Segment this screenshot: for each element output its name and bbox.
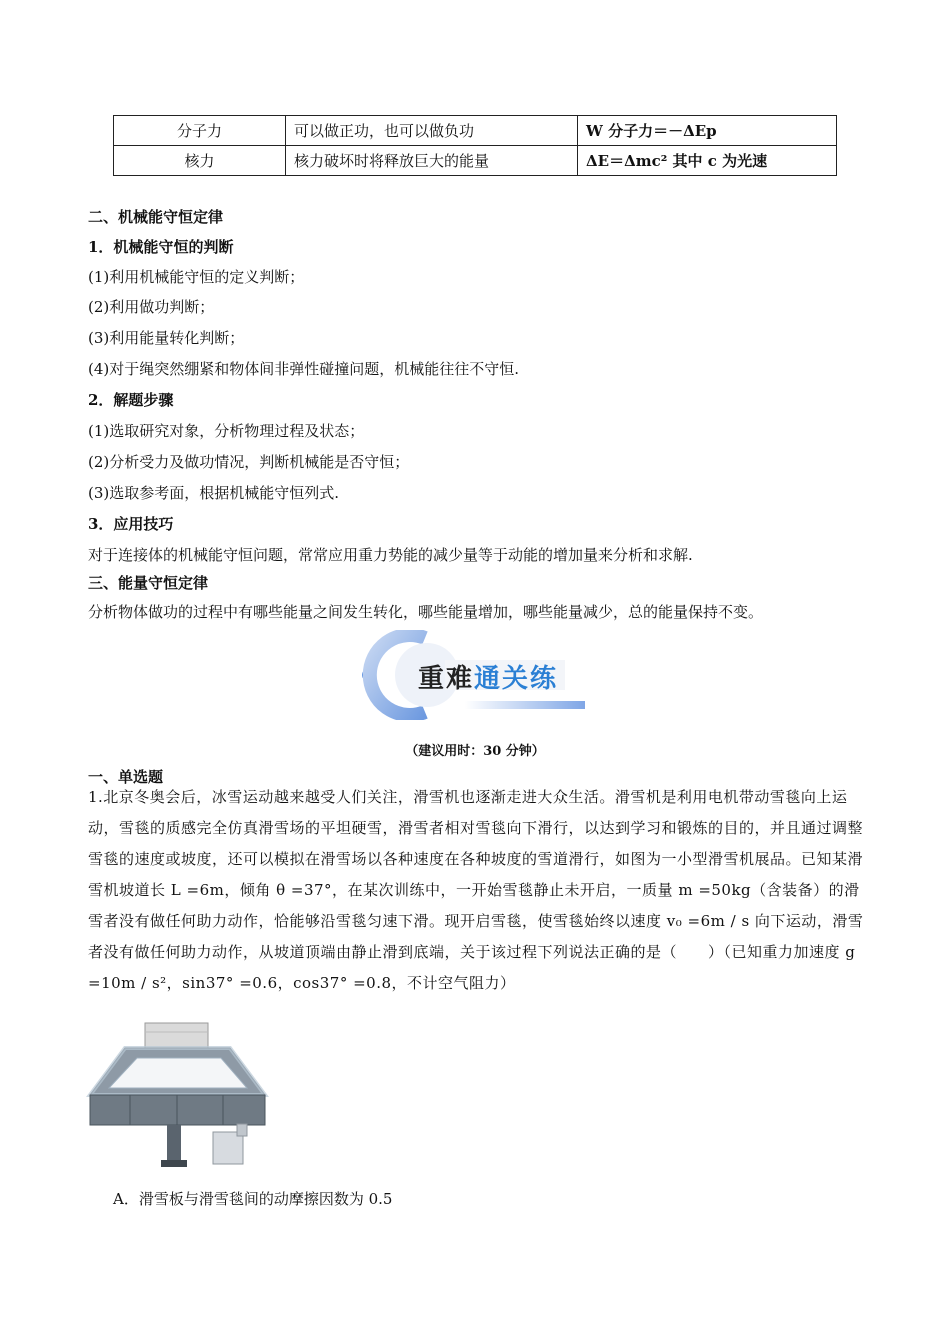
option-a: A．滑雪板与滑雪毯间的动摩擦因数为 0.5: [113, 1190, 393, 1208]
section3-heading: 三、能量守恒定律: [88, 574, 209, 592]
banner-title-part2: 通关练: [474, 664, 559, 694]
force-work-table: [113, 115, 837, 176]
list-item: (3)利用能量转化判断；: [88, 329, 245, 347]
table-row: [114, 116, 837, 146]
table-cell-force: 分子力: [114, 116, 286, 146]
section2-sub3: 3．应用技巧: [88, 515, 174, 533]
ski-machine-photo: [85, 1020, 270, 1170]
list-item: (2)分析受力及做功情况，判断机械能是否守恒；: [88, 453, 410, 471]
table-row: [114, 146, 837, 176]
table-cell-formula: W 分子力＝－ΔEp: [578, 116, 837, 146]
banner-title-part1: 重难: [418, 664, 475, 694]
practice-heading: 一、单选题: [88, 768, 164, 786]
banner-title: [418, 658, 558, 695]
table-cell-work: 核力破坏时将释放巨大的能量: [286, 146, 578, 176]
question-text: 1.北京冬奥会后，冰雪运动越来越受人们关注，滑雪机也逐渐走进大众生活。滑雪机是利用电机带动雪毯向上运动，雪毯的质感完全仿真滑雪场的平坦硬雪，滑雪者相对雪毯向下滑行，以达到学习和锻炼的目的，并且通过调整雪毯的速度或坡度，还可以模拟在滑雪场以各种速度在各种坡度的雪道滑行，如图为一小型滑雪机展品。已知某滑雪机坡道长 L =6m，倾角 θ =37°，在某次训练中，一开始雪毯静止未开启，一质量 m =50kg（含装备）的滑雪者没有做任何助力动作，恰能够沿雪毯匀速下滑。现开启雪毯，使雪毯始终以速度 v₀ =6m / s 向下运动，滑雪者没有做任何助力动作，从坡道顶端由静止滑到底端，关于该过程下列说法正确的是（ ）（已知重力加速度 g =10m / s²，sin37° =0.6，cos37° =0.8，不计空气阻力）: [88, 788, 864, 992]
section3-text: 分析物体做功的过程中有哪些能量之间发生转化，哪些能量增加，哪些能量减少，总的能量保持不变。: [88, 603, 764, 621]
table-cell-formula: ΔE＝Δmc² 其中 c 为光速: [578, 146, 837, 176]
list-item: (2)利用做功判断；: [88, 298, 215, 316]
section2-sub1: 1．机械能守恒的判断: [88, 238, 234, 256]
section2-heading: 二、机械能守恒定律: [88, 208, 224, 226]
list-item: (1)利用机械能守恒的定义判断；: [88, 268, 305, 286]
section2-sub2: 2．解题步骤: [88, 391, 174, 409]
table-cell-force: 核力: [114, 146, 286, 176]
list-item: (4)对于绳突然绷紧和物体间非弹性碰撞问题，机械能往往不守恒.: [88, 360, 520, 378]
list-item: (3)选取参考面，根据机械能守恒列式.: [88, 484, 340, 502]
tip-text: 对于连接体的机械能守恒问题，常常应用重力势能的减少量等于动能的增加量来分析和求解.: [88, 546, 693, 564]
table-cell-work: 可以做正功，也可以做负功: [286, 116, 578, 146]
list-item: (1)选取研究对象，分析物理过程及状态；: [88, 422, 365, 440]
suggested-time: （建议用时：30 分钟）: [405, 744, 545, 759]
